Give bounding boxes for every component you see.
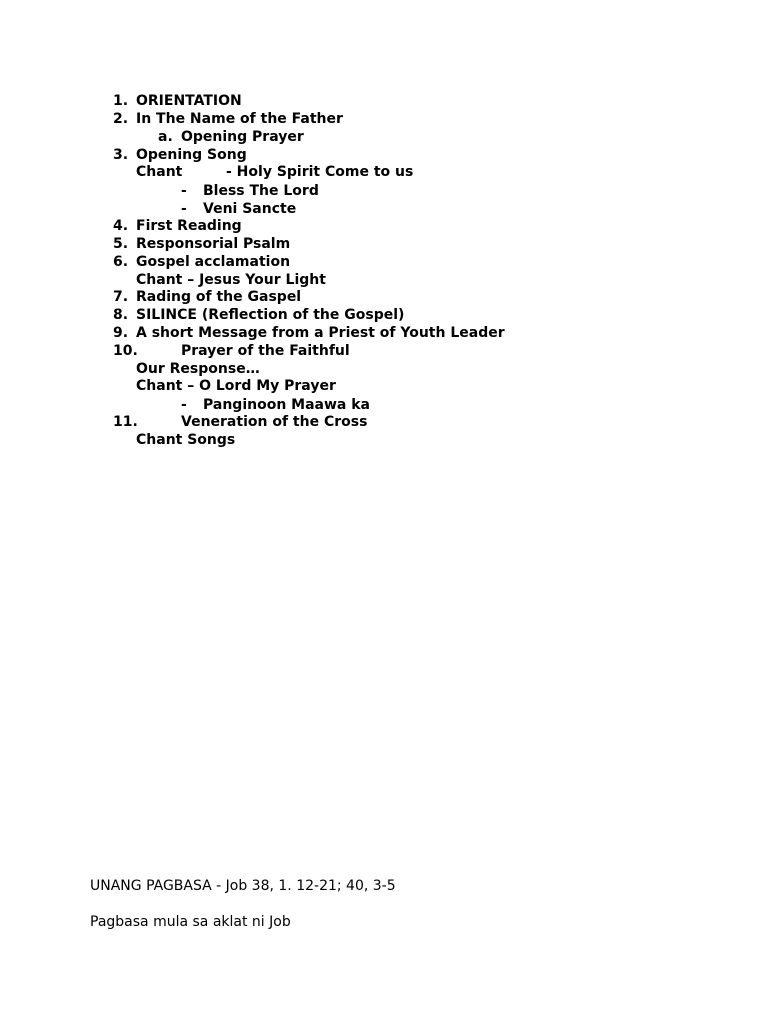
item-6-chant: Chant – Jesus Your Light	[136, 272, 326, 288]
item-7-text: Rading of the Gaspel	[136, 289, 302, 305]
item-3-chant-label: Chant	[136, 164, 183, 180]
item-2a-text: Opening Prayer	[181, 129, 304, 145]
item-8-text: SILINCE (Reflection of the Gospel)	[136, 307, 405, 323]
item-11-number: 11.	[113, 414, 138, 430]
item-4-number: 4.	[113, 218, 129, 234]
item-3-sub2-dash: -	[181, 201, 187, 217]
item-10-sub-text: Panginoon Maawa ka	[203, 397, 371, 413]
item-3-sub1-dash: -	[181, 183, 187, 199]
item-10-sub-dash: -	[181, 397, 187, 413]
reading-heading: UNANG PAGBASA - Job 38, 1. 12-21; 40, 3-5	[90, 878, 396, 894]
item-2-number: 2.	[113, 111, 129, 127]
item-3-chant-title: - Holy Spirit Come to us	[226, 164, 414, 180]
reading-subheading: Pagbasa mula sa aklat ni Job	[90, 914, 291, 930]
item-9-text: A short Message from a Priest of Youth Leader	[136, 325, 505, 341]
item-2a-letter: a.	[158, 129, 173, 145]
item-6-number: 6.	[113, 254, 129, 270]
item-8-number: 8.	[113, 307, 129, 323]
item-1-text: ORIENTATION	[136, 93, 242, 109]
item-1-number: 1.	[113, 93, 129, 109]
item-5-number: 5.	[113, 236, 129, 252]
item-10-number: 10.	[113, 343, 138, 359]
item-3-sub2-text: Veni Sancte	[203, 201, 297, 217]
item-10-response: Our Response…	[136, 361, 260, 377]
item-3-text: Opening Song	[136, 147, 247, 163]
item-4-text: First Reading	[136, 218, 242, 234]
item-9-number: 9.	[113, 325, 129, 341]
item-6-text: Gospel acclamation	[136, 254, 291, 270]
item-7-number: 7.	[113, 289, 129, 305]
item-10-text: Prayer of the Faithful	[181, 343, 350, 359]
item-5-text: Responsorial Psalm	[136, 236, 291, 252]
item-2-text: In The Name of the Father	[136, 111, 343, 127]
item-3-number: 3.	[113, 147, 129, 163]
item-3-sub1-text: Bless The Lord	[203, 183, 319, 199]
item-11-chant: Chant Songs	[136, 432, 236, 448]
item-11-text: Veneration of the Cross	[181, 414, 368, 430]
item-10-chant: Chant – O Lord My Prayer	[136, 378, 336, 394]
